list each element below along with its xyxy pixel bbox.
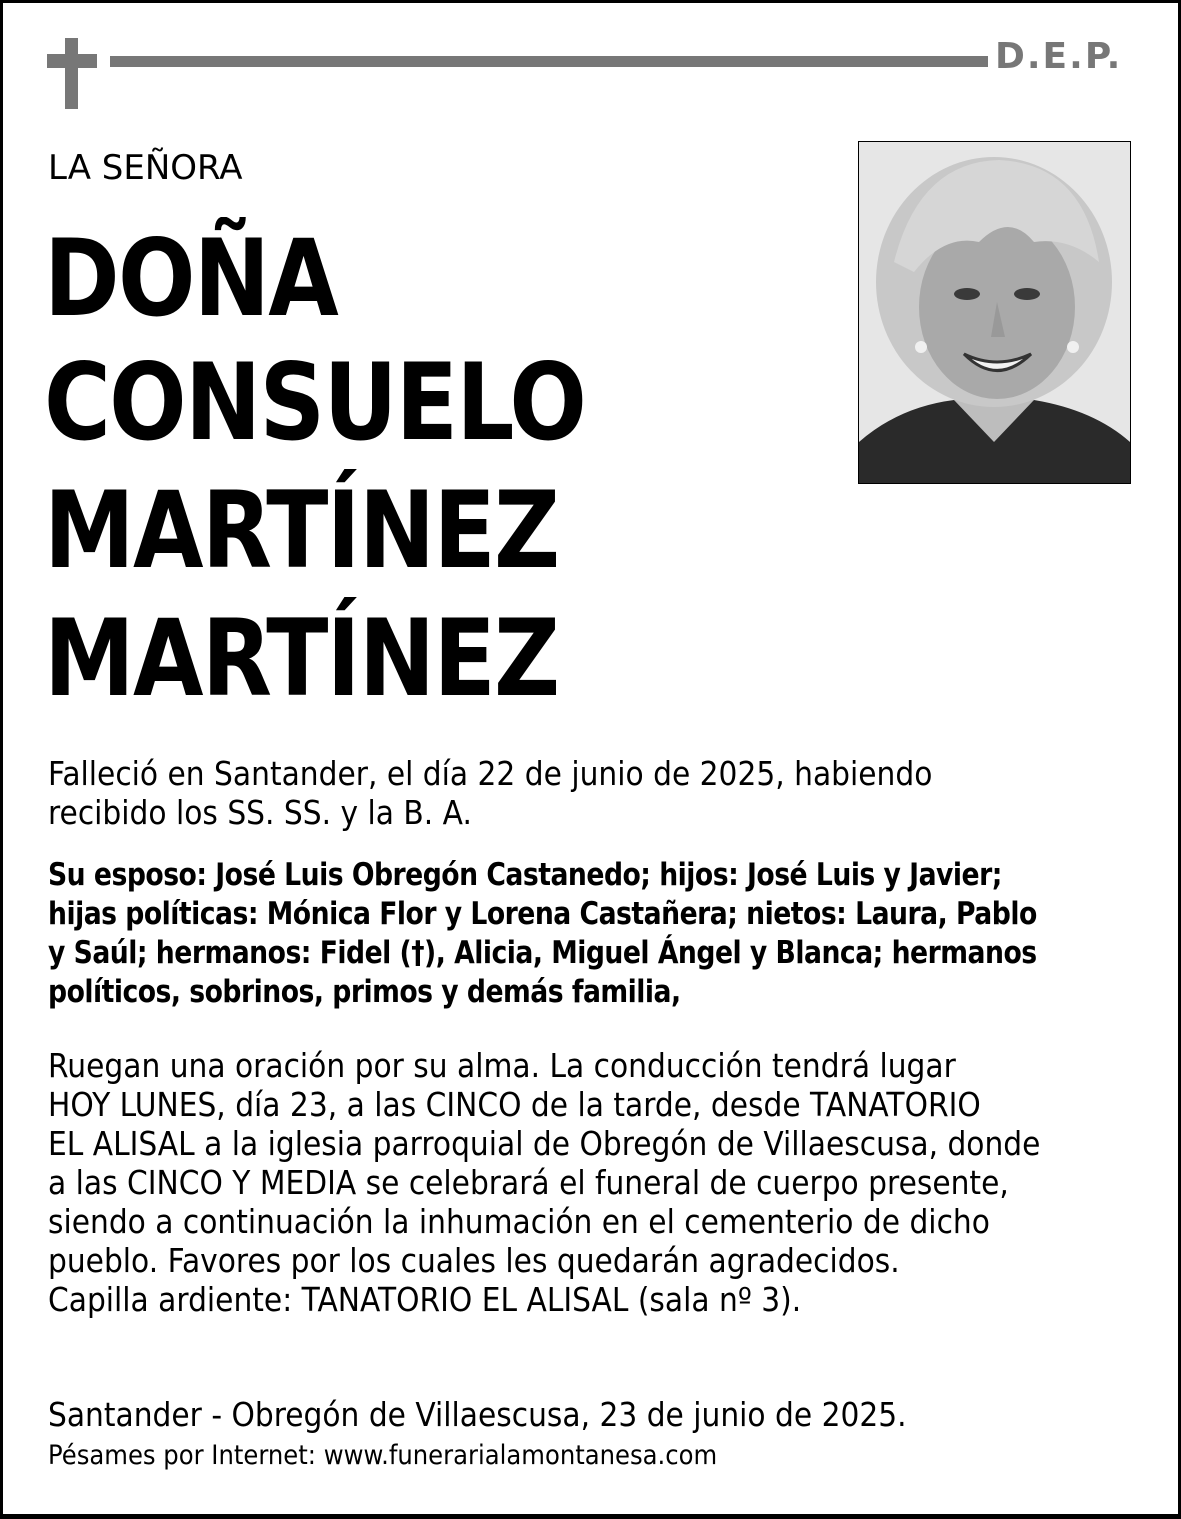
text-line: hijas políticas: Mónica Flor y Lorena Castañera; nietos: Laura, Pablo — [48, 896, 1037, 932]
intro-title: LA SEÑORA — [48, 148, 243, 188]
text-line: Falleció en Santander, el día 22 de junio de 2025, habiendo — [48, 754, 933, 793]
portrait-photo — [858, 141, 1131, 484]
text-line: HOY LUNES, día 23, a las CINCO de la tarde, desde TANATORIO — [48, 1085, 981, 1124]
text-line: Capilla ardiente: TANATORIO EL ALISAL (sala nº 3). — [48, 1280, 802, 1319]
text-line: pueblo. Favores por los cuales les quedarán agradecidos. — [48, 1241, 900, 1280]
name-line: MARTÍNEZ — [44, 597, 559, 720]
name-line: CONSUELO — [44, 341, 586, 464]
text-line: a las CINCO Y MEDIA se celebrará el funeral de cuerpo presente, — [48, 1163, 1009, 1202]
place-date: Santander - Obregón de Villaescusa, 23 de junio de 2025. — [48, 1395, 907, 1434]
death-notice — [48, 754, 932, 832]
name-line: DOÑA — [44, 217, 338, 340]
dep-label: D.E.P. — [995, 36, 1123, 77]
cross-icon-arm — [47, 54, 97, 68]
header-rule — [110, 56, 988, 67]
text-line: EL ALISAL a la iglesia parroquial de Obregón de Villaescusa, donde — [48, 1124, 1041, 1163]
text-line: siendo a continuación la inhumación en el cementerio de dicho — [48, 1202, 990, 1241]
text-line: recibido los SS. SS. y la B. A. — [48, 793, 472, 832]
text-line: Ruegan una oración por su alma. La conducción tendrá lugar — [48, 1046, 956, 1085]
family-list — [48, 856, 1037, 1012]
portrait-image — [859, 142, 1130, 483]
name-line: MARTÍNEZ — [44, 469, 559, 592]
text-line: Su esposo: José Luis Obregón Castanedo; hijos: José Luis y Javier; — [48, 857, 1002, 893]
ceremony-details — [48, 1046, 1040, 1319]
text-line: políticos, sobrinos, primos y demás familia, — [48, 974, 681, 1010]
text-line: y Saúl; hermanos: Fidel (†), Alicia, Miguel Ángel y Blanca; hermanos — [48, 935, 1037, 971]
cross-icon — [65, 38, 78, 109]
condolences-link[interactable]: Pésames por Internet: www.funerarialamontanesa.com — [48, 1440, 718, 1471]
